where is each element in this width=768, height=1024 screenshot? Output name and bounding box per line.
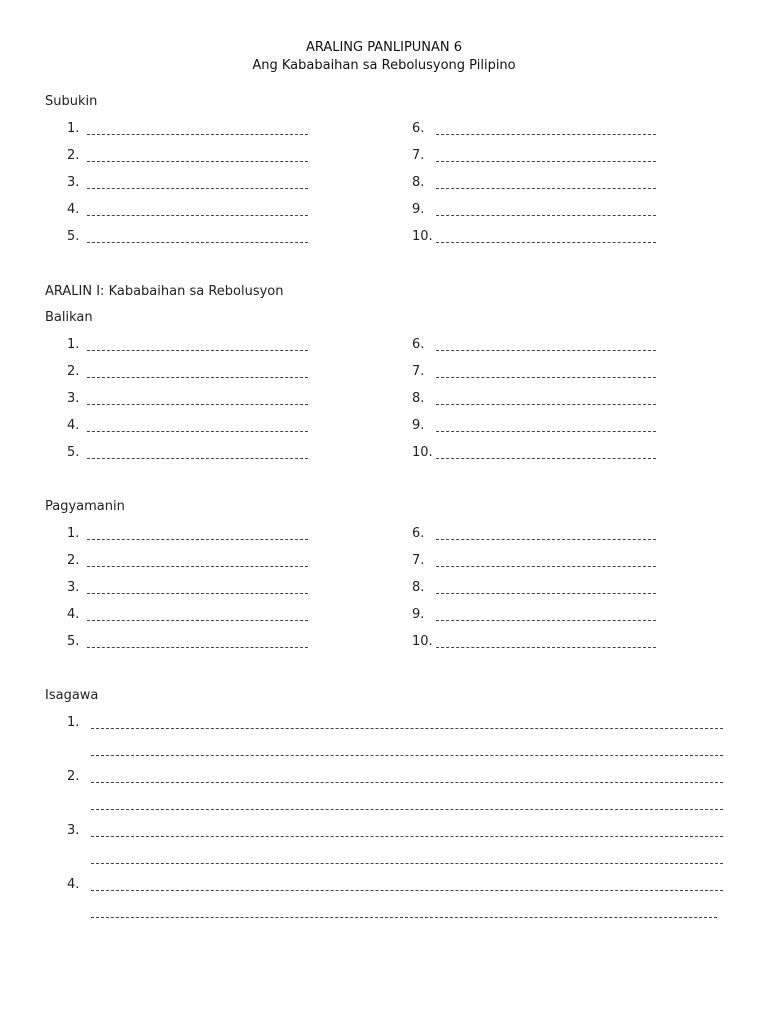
answer-line[interactable]: [87, 350, 308, 351]
answer-line[interactable]: [436, 566, 656, 567]
item-number: 4.: [67, 607, 80, 622]
item-number: 1.: [67, 526, 80, 541]
answer-line[interactable]: [436, 620, 656, 621]
item-number: 3.: [67, 175, 80, 190]
answer-line[interactable]: [436, 350, 656, 351]
item-number: 10.: [412, 445, 433, 460]
answer-line[interactable]: [87, 431, 308, 432]
answer-line[interactable]: [87, 593, 308, 594]
answer-line[interactable]: [91, 809, 723, 810]
answer-line[interactable]: [436, 539, 656, 540]
answer-line[interactable]: [91, 863, 723, 864]
answer-line[interactable]: [91, 782, 723, 783]
worksheet-subtitle: Ang Kababaihan sa Rebolusyong Pilipino: [252, 58, 516, 73]
answer-line[interactable]: [436, 134, 656, 135]
answer-line[interactable]: [87, 134, 308, 135]
item-number: 4.: [67, 202, 80, 217]
item-number: 3.: [67, 391, 80, 406]
answer-line[interactable]: [87, 458, 308, 459]
answer-line[interactable]: [436, 188, 656, 189]
item-number: 7.: [412, 364, 425, 379]
answer-line[interactable]: [91, 728, 723, 729]
item-number: 1.: [67, 715, 80, 730]
worksheet-title: ARALING PANLIPUNAN 6: [305, 40, 463, 55]
answer-line[interactable]: [87, 188, 308, 189]
answer-line[interactable]: [91, 890, 723, 891]
item-number: 7.: [412, 148, 425, 163]
answer-line[interactable]: [436, 404, 656, 405]
answer-line[interactable]: [87, 620, 308, 621]
item-number: 8.: [412, 175, 425, 190]
item-number: 5.: [67, 229, 80, 244]
answer-line[interactable]: [436, 647, 656, 648]
item-number: 1.: [67, 337, 80, 352]
item-number: 2.: [67, 769, 80, 784]
item-number: 1.: [67, 121, 80, 136]
item-number: 6.: [412, 526, 425, 541]
section-label-balikan: Balikan: [45, 310, 93, 325]
item-number: 2.: [67, 553, 80, 568]
item-number: 9.: [412, 202, 425, 217]
item-number: 6.: [412, 121, 425, 136]
section-label-subukin: Subukin: [45, 94, 98, 109]
item-number: 8.: [412, 580, 425, 595]
item-number: 5.: [67, 445, 80, 460]
answer-line[interactable]: [436, 161, 656, 162]
answer-line[interactable]: [91, 755, 723, 756]
answer-line[interactable]: [87, 215, 308, 216]
item-number: 10.: [412, 229, 433, 244]
answer-line[interactable]: [87, 647, 308, 648]
answer-line[interactable]: [87, 566, 308, 567]
item-number: 9.: [412, 418, 425, 433]
answer-line[interactable]: [436, 242, 656, 243]
item-number: 2.: [67, 364, 80, 379]
answer-line[interactable]: [87, 404, 308, 405]
answer-line[interactable]: [436, 215, 656, 216]
item-number: 6.: [412, 337, 425, 352]
answer-line[interactable]: [91, 836, 723, 837]
section-label-pagyamanin: Pagyamanin: [45, 499, 125, 514]
answer-line[interactable]: [436, 377, 656, 378]
answer-line[interactable]: [91, 917, 717, 918]
item-number: 9.: [412, 607, 425, 622]
answer-line[interactable]: [87, 161, 308, 162]
answer-line[interactable]: [87, 242, 308, 243]
answer-line[interactable]: [436, 593, 656, 594]
answer-line[interactable]: [436, 458, 656, 459]
item-number: 10.: [412, 634, 433, 649]
lesson-heading: ARALIN I: Kababaihan sa Rebolusyon: [45, 284, 284, 299]
item-number: 2.: [67, 148, 80, 163]
item-number: 3.: [67, 580, 80, 595]
answer-line[interactable]: [436, 431, 656, 432]
answer-line[interactable]: [87, 377, 308, 378]
item-number: 7.: [412, 553, 425, 568]
item-number: 4.: [67, 877, 80, 892]
item-number: 8.: [412, 391, 425, 406]
item-number: 3.: [67, 823, 80, 838]
answer-line[interactable]: [87, 539, 308, 540]
section-label-isagawa: Isagawa: [45, 688, 99, 703]
item-number: 4.: [67, 418, 80, 433]
item-number: 5.: [67, 634, 80, 649]
